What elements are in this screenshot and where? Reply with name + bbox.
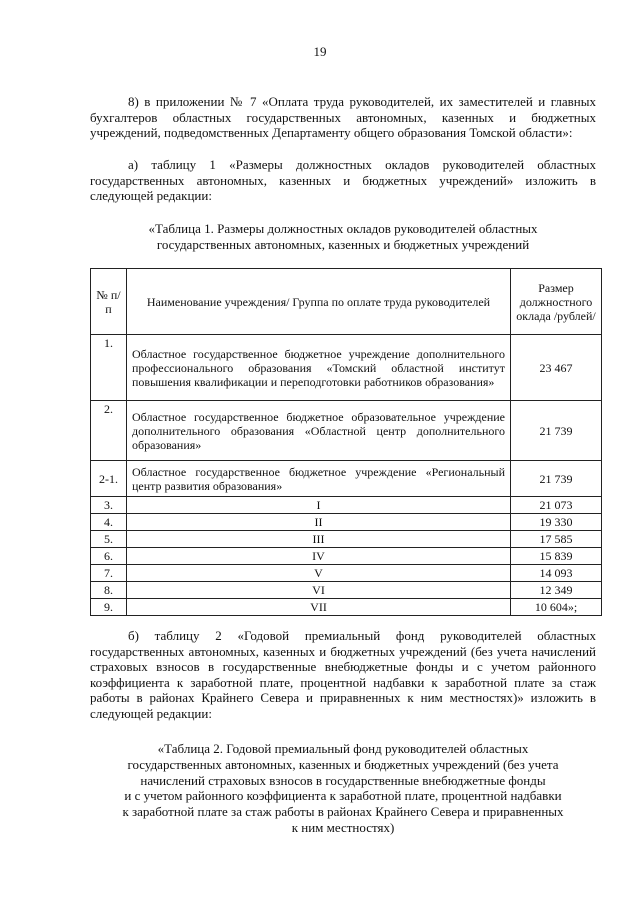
row-name: VI	[127, 582, 511, 599]
row-value: 21 739	[511, 461, 602, 497]
table-row	[91, 401, 602, 461]
table-row	[91, 599, 602, 616]
header-name: Наименование учреждения/ Группа по оплате труда руководителей	[127, 269, 511, 335]
table-row	[91, 531, 602, 548]
row-name: Областное государственное бюджетное учреждение дополнительного профессионального образования «Томский областной институт повышения квалификации и переподготовки работников образования»	[127, 335, 511, 401]
table-row	[91, 582, 602, 599]
row-num: 9.	[91, 599, 127, 616]
row-value: 23 467	[511, 335, 602, 401]
table-row	[91, 565, 602, 582]
row-num: 5.	[91, 531, 127, 548]
row-num: 2-1.	[91, 461, 127, 497]
row-name: Областное государственное бюджетное учреждение «Региональный центр развития образования»	[127, 461, 511, 497]
row-num: 3.	[91, 497, 127, 514]
row-name: II	[127, 514, 511, 531]
table2-caption-line: к заработной плате за стаж работы в районах Крайнего Севера и приравненных	[122, 804, 564, 820]
row-value: 17 585	[511, 531, 602, 548]
header-salary: Размер должностного оклада /рублей/	[511, 269, 602, 335]
table-row	[91, 497, 602, 514]
salary-table	[90, 268, 602, 616]
row-name: VII	[127, 599, 511, 616]
intro-paragraph-a: а) таблицу 1 «Размеры должностных окладов руководителей областных государственных автономных, казенных и бюджетных учреждений» изложить в следующей редакции:	[90, 157, 596, 203]
page-number: 19	[313, 44, 327, 59]
table-row	[91, 548, 602, 565]
row-name: III	[127, 531, 511, 548]
table2-caption-line: «Таблица 2. Годовой премиальный фонд руководителей областных	[157, 741, 529, 756]
table1-caption-line: «Таблица 1. Размеры должностных окладов руководителей областных	[148, 221, 538, 236]
header-num: № п/п	[91, 269, 127, 335]
row-num: 6.	[91, 548, 127, 565]
table2-caption-line: и с учетом районного коэффициента к заработной плате, процентной надбавки	[124, 788, 562, 804]
row-name: Областное государственное бюджетное образовательное учреждение дополнительного образования «Областной центр дополнительного образования»	[127, 401, 511, 461]
table-header-row	[91, 269, 602, 335]
table2-caption-line: государственных автономных, казенных и бюджетных учреждений (без учета	[127, 756, 559, 772]
row-name: I	[127, 497, 511, 514]
row-value: 21 739	[511, 401, 602, 461]
row-num: 2.	[91, 401, 127, 461]
table-row	[91, 335, 602, 401]
table2-caption-line: начислений страховых взносов в государственные внебюджетные фонды	[140, 772, 546, 788]
row-value: 15 839	[511, 548, 602, 565]
row-num: 4.	[91, 514, 127, 531]
table-row	[91, 461, 602, 497]
paragraph-b: б) таблицу 2 «Годовой премиальный фонд руководителей областных государственных автономных, казенных и бюджетных учреждений (без учета начислений страховых взносов в государственные внебюджетные фонды и с учетом районного коэффициента к заработной плате, процентной надбавки к заработной плате за стаж работы в районах Крайнего Севера и приравненных к ним местностях)» изложить в следующей редакции:	[90, 628, 596, 721]
row-value: 14 093	[511, 565, 602, 582]
table1-caption-line: государственных автономных, казенных и бюджетных учреждений	[156, 236, 530, 252]
table2-caption	[90, 741, 596, 836]
row-name: IV	[127, 548, 511, 565]
row-name: V	[127, 565, 511, 582]
row-value: 19 330	[511, 514, 602, 531]
row-value: 10 604»;	[511, 599, 602, 616]
row-num: 1.	[91, 335, 127, 401]
row-num: 7.	[91, 565, 127, 582]
row-value: 21 073	[511, 497, 602, 514]
row-value: 12 349	[511, 582, 602, 599]
table1-caption	[90, 221, 596, 253]
table2-caption-line: к ним местностях)	[291, 819, 395, 835]
row-num: 8.	[91, 582, 127, 599]
table-row	[91, 514, 602, 531]
intro-paragraph-8: 8) в приложении № 7 «Оплата труда руководителей, их заместителей и главных бухгалтеров областных государственных автономных, казенных и бюджетных учреждений, подведомственных Департаменту общего образования Томской области»:	[90, 94, 596, 140]
